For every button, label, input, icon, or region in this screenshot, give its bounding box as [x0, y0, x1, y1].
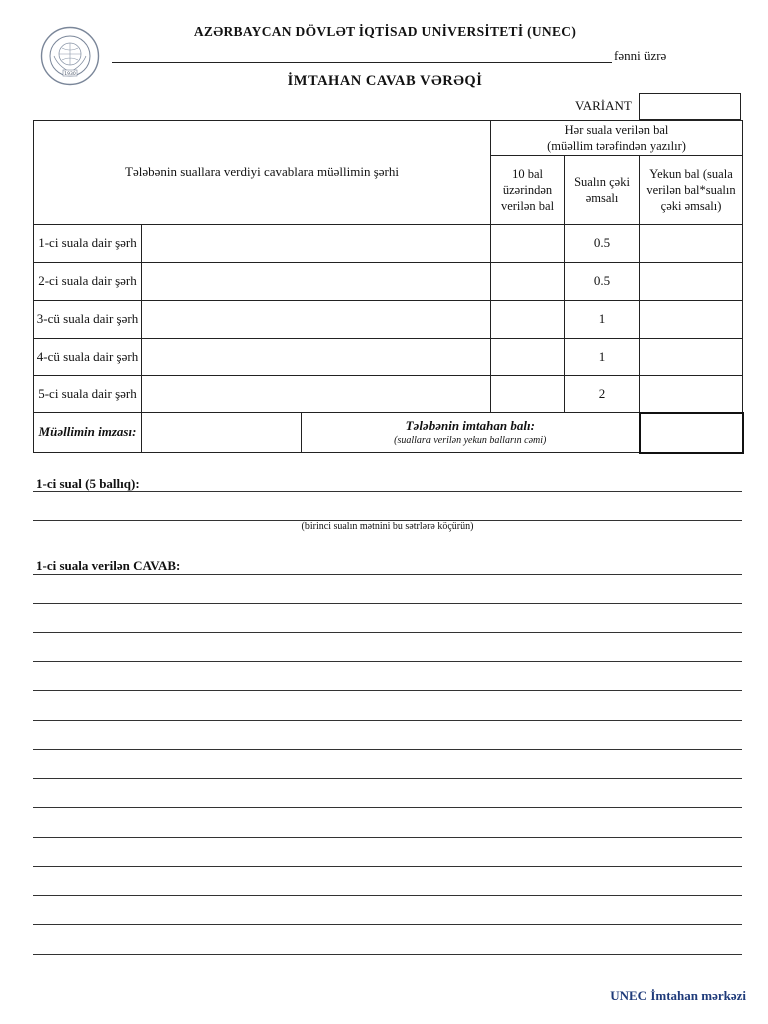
question-comment-label: 5-ci suala dair şərh	[34, 376, 142, 413]
copy-instruction: (birinci sualın mətnini bu sətrlərə köçürün)	[301, 521, 474, 532]
ten-point-column-header: 10 bal üzərindən verilən bal	[491, 156, 565, 225]
student-score-label: Tələbənin imtahan balı:	[405, 417, 535, 433]
table-row	[34, 263, 743, 301]
final-score-cell[interactable]	[640, 263, 743, 301]
question-comment-label: 4-cü suala dair şərh	[34, 339, 142, 376]
question-line[interactable]	[33, 491, 742, 492]
question-comment-label: 2-ci suala dair şərh	[34, 263, 142, 301]
student-score-label-cell	[302, 413, 640, 453]
comment-cell[interactable]	[142, 301, 491, 339]
answer-heading: 1-ci suala verilən CAVAB:	[36, 558, 181, 573]
final-score-cell[interactable]	[640, 225, 743, 263]
final-score-cell[interactable]	[640, 339, 743, 376]
answer-line[interactable]	[33, 924, 742, 925]
comment-column-header: Tələbənin suallara verdiyi cavablara müəllimin şərhi	[34, 121, 491, 225]
final-score-cell[interactable]	[640, 376, 743, 413]
final-score-cell[interactable]	[640, 301, 743, 339]
grading-table	[33, 120, 744, 454]
weight-cell: 0.5	[565, 225, 640, 263]
weight-column-header: Sualın çəki əmsalı	[565, 156, 640, 225]
table-row	[34, 376, 743, 413]
weight-cell: 1	[565, 301, 640, 339]
answer-line[interactable]	[33, 866, 742, 867]
table-row	[34, 301, 743, 339]
answer-line[interactable]	[33, 778, 742, 779]
university-name: AZƏRBAYCAN DÖVLƏT İQTİSAD UNİVERSİTETİ (UNEC)	[193, 24, 577, 39]
signature-row	[34, 413, 743, 453]
question-heading: 1-ci sual (5 ballıq):	[36, 476, 140, 491]
ten-point-cell[interactable]	[491, 376, 565, 413]
points-group-header: Hər suala verilən bal (müəllim tərəfindən yazılır)	[491, 121, 743, 156]
sheet-title: İMTAHAN CAVAB VƏRƏQİ	[287, 73, 483, 89]
ten-point-cell[interactable]	[491, 339, 565, 376]
subject-name-line[interactable]	[112, 62, 612, 63]
ten-point-cell[interactable]	[491, 263, 565, 301]
weight-cell: 1	[565, 339, 640, 376]
university-logo	[40, 26, 100, 86]
ten-point-cell[interactable]	[491, 301, 565, 339]
subject-suffix: fənni üzrə	[614, 48, 667, 63]
table-row	[34, 225, 743, 263]
answer-line[interactable]	[33, 954, 742, 955]
ten-point-cell[interactable]	[491, 225, 565, 263]
variant-input[interactable]	[639, 93, 741, 120]
student-score-field[interactable]	[640, 413, 743, 453]
answer-line[interactable]	[33, 603, 742, 604]
teacher-signature-field[interactable]	[142, 413, 302, 453]
answer-line[interactable]	[33, 574, 742, 575]
footer-exam-center: UNEC İmtahan mərkəzi	[610, 988, 746, 1003]
comment-cell[interactable]	[142, 225, 491, 263]
comment-cell[interactable]	[142, 263, 491, 301]
question-comment-label: 3-cü suala dair şərh	[34, 301, 142, 339]
answer-line[interactable]	[33, 632, 742, 633]
answer-line[interactable]	[33, 807, 742, 808]
weight-cell: 2	[565, 376, 640, 413]
answer-line[interactable]	[33, 690, 742, 691]
table-row	[34, 339, 743, 376]
answer-line[interactable]	[33, 895, 742, 896]
question-comment-label: 1-ci suala dair şərh	[34, 225, 142, 263]
weight-cell: 0.5	[565, 263, 640, 301]
svg-text:1930: 1930	[64, 72, 76, 77]
teacher-signature-label: Müəllimin imzası:	[34, 413, 142, 453]
final-score-column-header: Yekun bal (suala verilən bal*sualın çəki əmsalı)	[640, 156, 743, 225]
student-score-note: (suallara verilən yekun balların cəmi)	[394, 435, 547, 447]
answer-line[interactable]	[33, 837, 742, 838]
answer-line[interactable]	[33, 661, 742, 662]
variant-label: VARİANT	[575, 98, 632, 113]
answer-line[interactable]	[33, 720, 742, 721]
comment-cell[interactable]	[142, 376, 491, 413]
comment-cell[interactable]	[142, 339, 491, 376]
answer-line[interactable]	[33, 749, 742, 750]
